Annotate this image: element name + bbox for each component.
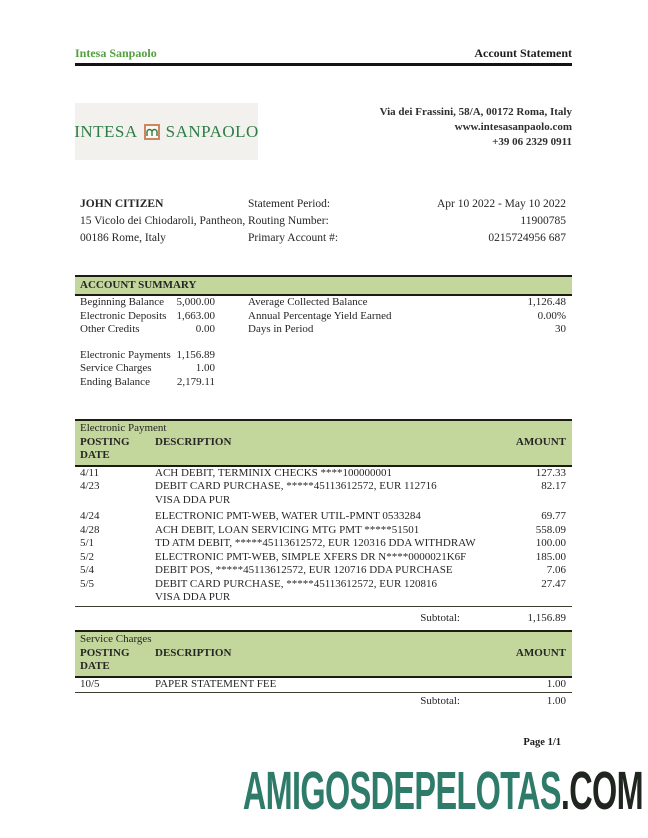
statement-info-row [248, 196, 572, 213]
summary-row [75, 310, 572, 324]
account-summary-header [75, 275, 572, 296]
summary-right-group [248, 310, 566, 324]
account-summary-title: ACCOUNT SUMMARY [80, 279, 197, 291]
transaction-date: 4/24 [80, 510, 100, 522]
summary-left-group [80, 323, 215, 337]
transaction-date: 10/5 [80, 677, 100, 690]
account-summary-section [75, 275, 572, 389]
column-header-posting-date: POSTING DATE [80, 646, 130, 672]
summary-value: 1,156.89 [176, 348, 215, 361]
watermark [243, 760, 643, 822]
transaction-date: 5/4 [80, 564, 95, 576]
transaction-row [75, 524, 572, 538]
transaction-date: 4/23 [80, 480, 100, 492]
subtotal-label: Subtotal: [420, 695, 460, 707]
transaction-section [75, 630, 572, 709]
account-summary-balance-rows [75, 296, 572, 337]
section-title: Service Charges [80, 633, 152, 645]
summary-label: Service Charges [80, 362, 152, 374]
summary-value: 0.00% [537, 309, 566, 322]
column-header-description: DESCRIPTION [155, 646, 232, 659]
transaction-row [75, 578, 572, 607]
transaction-amount: 127.33 [535, 466, 566, 479]
bank-logo [75, 103, 258, 160]
summary-label: Days in Period [248, 323, 314, 335]
summary-value: 2,179.11 [176, 375, 215, 388]
transaction-date: 4/28 [80, 523, 100, 536]
statement-info-value: 0215724956 687 [488, 232, 566, 244]
transaction-description: ELECTRONIC PMT-WEB, SIMPLE XFERS DR N****0000021K6F [155, 550, 467, 563]
summary-left-group [80, 349, 215, 363]
bank-identity-row [75, 103, 572, 160]
bank-website: www.intesasanpaolo.com [454, 121, 572, 133]
statement-info-label: Primary Account #: [248, 232, 339, 244]
summary-row [75, 323, 572, 337]
summary-total-row [75, 349, 572, 363]
logo-word-intesa: INTESA [74, 121, 138, 141]
transaction-amount: 7.06 [546, 564, 566, 576]
summary-label: Average Collected Balance [248, 296, 368, 308]
transaction-amount: 100.00 [535, 537, 566, 549]
transaction-description: DEBIT CARD PURCHASE, *****45113612572, EUR 120816 VISA DDA PUR [155, 578, 476, 605]
transaction-amount: 69.77 [541, 510, 566, 522]
summary-label: Electronic Deposits [80, 309, 167, 322]
statement-info-row [248, 213, 572, 230]
transaction-row [75, 564, 572, 578]
transaction-description: TD ATM DEBIT, *****45113612572, EUR 120316 DDA WITHDRAW [155, 537, 476, 549]
subtotal-value: 1.00 [546, 695, 566, 707]
account-summary-totals-rows [75, 349, 572, 390]
customer-address-line2: 00186 Rome, Italy [80, 232, 166, 244]
summary-total-row [75, 362, 572, 376]
subtotal-value: 1,156.89 [527, 611, 566, 624]
summary-value: 0.00 [195, 323, 215, 335]
transaction-description-line2: VISA DDA PUR [155, 493, 231, 506]
intesa-monogram-icon [144, 124, 160, 140]
summary-left-group [80, 376, 215, 390]
transaction-amount: 27.47 [541, 577, 566, 590]
section-title: Electronic Payment [80, 422, 167, 434]
summary-row [75, 296, 572, 310]
summary-right-group [248, 323, 566, 337]
column-header-description: DESCRIPTION [155, 435, 232, 448]
customer-statement-row [75, 196, 572, 247]
transaction-date: 5/5 [80, 577, 95, 590]
transaction-row [75, 467, 572, 481]
summary-value: 1,126.48 [527, 296, 566, 308]
transaction-description: ACH DEBIT, TERMINIX CHECKS ****100000001 [155, 466, 393, 479]
page-footer [75, 737, 572, 748]
bank-address: Via dei Frassini, 58/A, 00172 Roma, Italy [379, 106, 572, 118]
summary-value: 1.00 [195, 362, 215, 374]
summary-gap [75, 337, 572, 349]
column-header-amount: AMOUNT [515, 435, 566, 448]
summary-label: Annual Percentage Yield Earned [248, 309, 392, 322]
summary-left-group [80, 296, 215, 310]
logo-word-sanpaolo: SANPAOLO [165, 121, 259, 141]
bank-contact-block [380, 105, 572, 160]
summary-label: Other Credits [80, 323, 140, 335]
summary-total-row [75, 376, 572, 390]
transaction-amount: 558.09 [535, 523, 566, 536]
transaction-row [75, 551, 572, 565]
transaction-row [75, 510, 572, 524]
transaction-amount: 185.00 [535, 550, 566, 563]
transaction-amount: 1.00 [546, 677, 566, 690]
transaction-row [75, 537, 572, 551]
transaction-section-header [75, 419, 572, 467]
column-header-amount: AMOUNT [515, 646, 566, 659]
statement-info-value: 11900785 [520, 215, 566, 227]
summary-left-group [80, 362, 215, 376]
statement-info-row [248, 230, 572, 247]
watermark-main: AMIGOSDEPELOTAS [242, 761, 561, 821]
transaction-date: 5/2 [80, 550, 95, 563]
customer-block [75, 196, 248, 247]
transaction-row [75, 480, 572, 507]
summary-right-group [248, 296, 566, 310]
transaction-row [75, 678, 572, 694]
transaction-description: ACH DEBIT, LOAN SERVICING MTG PMT *****51501 [155, 523, 420, 536]
subtotal-row [75, 610, 572, 626]
document-title: Account Statement [474, 46, 572, 60]
summary-label: Electronic Payments [80, 348, 171, 361]
column-header-row [80, 436, 566, 463]
transaction-description: DEBIT CARD PURCHASE, *****45113612572, EUR 112716 VISA DDA PUR [155, 480, 476, 507]
transaction-sections [75, 419, 572, 709]
transaction-section [75, 419, 572, 625]
transaction-amount: 82.17 [541, 480, 566, 492]
statement-info-value: Apr 10 2022 - May 10 2022 [436, 198, 566, 210]
summary-left-group [80, 310, 215, 324]
transaction-description: ELECTRONIC PMT-WEB, WATER UTIL-PMNT 0533284 [155, 510, 421, 522]
page-header [75, 46, 572, 66]
page-number: Page 1/1 [523, 736, 561, 748]
summary-value: 1,663.00 [176, 309, 215, 322]
statement-info [248, 196, 572, 247]
transaction-description: DEBIT POS, *****45113612572, EUR 120716 DDA PURCHASE [155, 564, 453, 576]
summary-value: 5,000.00 [176, 296, 215, 308]
transaction-description: PAPER STATEMENT FEE [155, 677, 277, 690]
brand-name: Intesa Sanpaolo [75, 46, 157, 60]
customer-name: JOHN CITIZEN [80, 198, 164, 210]
statement-info-label: Statement Period: [248, 198, 331, 210]
watermark-suffix: .COM [560, 761, 643, 821]
statement-info-label: Routing Number: [248, 215, 329, 227]
customer-address-line1: 15 Vicolo dei Chiodaroli, Pantheon, [80, 215, 246, 227]
transaction-date: 4/11 [80, 466, 100, 479]
transaction-description-line2: VISA DDA PUR [155, 591, 231, 603]
bank-phone: +39 06 2329 0911 [492, 136, 572, 148]
column-header-posting-date: POSTING DATE [80, 435, 130, 461]
subtotal-row [75, 693, 572, 709]
column-header-row [80, 647, 566, 674]
transaction-section-header [75, 630, 572, 678]
summary-label: Beginning Balance [80, 296, 165, 308]
transaction-date: 5/1 [80, 537, 95, 549]
summary-value: 30 [555, 323, 566, 335]
summary-label: Ending Balance [80, 375, 150, 388]
subtotal-label: Subtotal: [420, 611, 460, 624]
